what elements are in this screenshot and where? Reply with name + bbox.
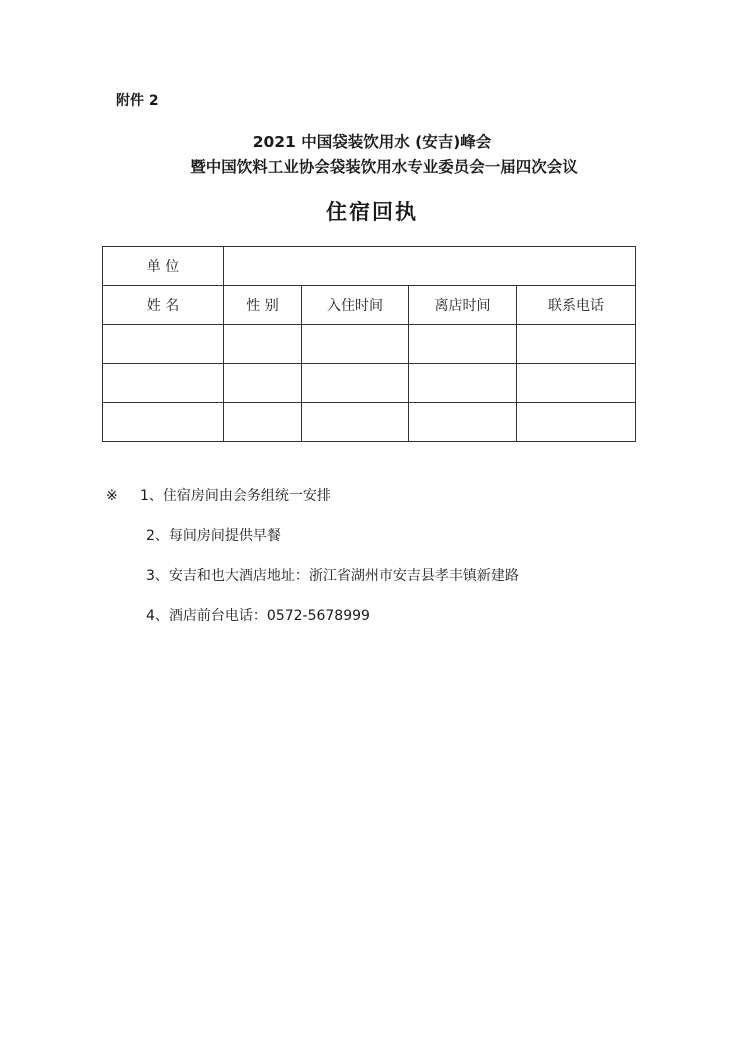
cell-phone[interactable]	[517, 403, 636, 442]
note-item	[106, 516, 519, 556]
cell-phone[interactable]	[517, 325, 636, 364]
table-row	[103, 403, 636, 442]
header-gender: 性 别	[224, 286, 302, 325]
header-row	[103, 286, 636, 325]
table-row	[103, 364, 636, 403]
notes-list	[106, 476, 519, 636]
reference-mark-icon: ※	[106, 488, 118, 504]
cell-gender[interactable]	[224, 325, 302, 364]
note-text: 3、安吉和也大酒店地址：浙江省湖州市安吉县孝丰镇新建路	[146, 568, 519, 584]
note-item	[106, 596, 519, 636]
unit-value-cell[interactable]	[224, 247, 636, 286]
header-name: 姓 名	[103, 286, 224, 325]
document-title	[0, 130, 744, 180]
header-check-out: 离店时间	[409, 286, 517, 325]
note-item	[106, 556, 519, 596]
cell-check-in[interactable]	[302, 403, 409, 442]
accommodation-form-table	[102, 246, 636, 442]
note-item	[106, 476, 519, 516]
cell-check-in[interactable]	[302, 364, 409, 403]
cell-name[interactable]	[103, 403, 224, 442]
cell-name[interactable]	[103, 325, 224, 364]
attachment-label: 附件 2	[116, 93, 159, 109]
unit-row	[103, 247, 636, 286]
note-text: 1、住宿房间由会务组统一安排	[140, 488, 331, 504]
header-phone: 联系电话	[517, 286, 636, 325]
header-check-in: 入住时间	[302, 286, 409, 325]
table-row	[103, 325, 636, 364]
cell-check-out[interactable]	[409, 325, 517, 364]
note-text: 2、每间房间提供早餐	[146, 528, 281, 544]
cell-name[interactable]	[103, 364, 224, 403]
title-line-1: 2021 中国袋装饮用水 (安吉)峰会	[252, 133, 492, 151]
title-line-2: 暨中国饮料工业协会袋装饮用水专业委员会一届四次会议	[190, 158, 578, 176]
cell-gender[interactable]	[224, 403, 302, 442]
cell-phone[interactable]	[517, 364, 636, 403]
cell-check-in[interactable]	[302, 325, 409, 364]
unit-label: 单 位	[103, 247, 224, 286]
note-text: 4、酒店前台电话：0572-5678999	[146, 608, 370, 624]
cell-gender[interactable]	[224, 364, 302, 403]
form-title: 住宿回执	[326, 200, 418, 224]
cell-check-out[interactable]	[409, 364, 517, 403]
cell-check-out[interactable]	[409, 403, 517, 442]
